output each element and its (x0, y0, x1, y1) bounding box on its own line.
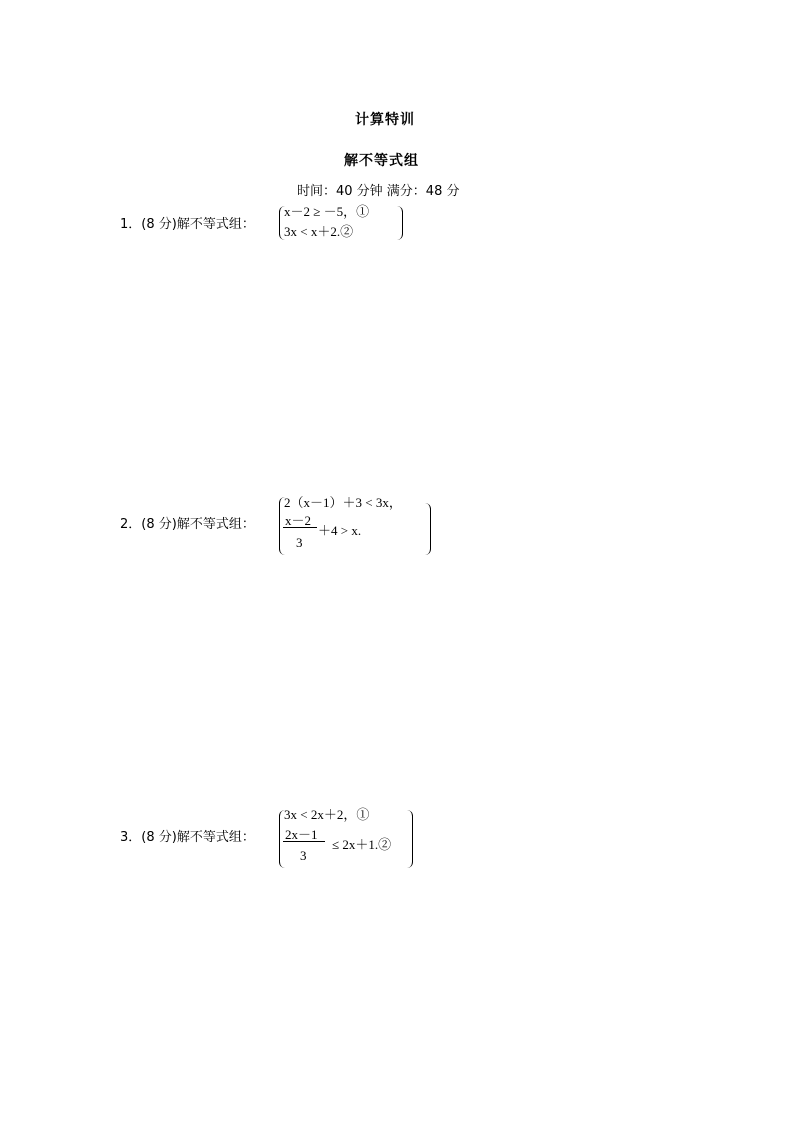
question-2-fraction-numerator: x－2 (285, 513, 312, 528)
question-1-inequality-2: 3x < x＋2.② (284, 224, 354, 239)
page-subtitle: 解不等式组 (344, 153, 419, 169)
question-2-fraction-bar (283, 527, 317, 528)
question-3-fraction-denominator: 3 (300, 848, 307, 863)
question-3-right-paren (406, 810, 413, 868)
question-1-right-paren (396, 206, 403, 240)
question-2-right-paren (424, 503, 431, 555)
time-score-info: 时间：40 分钟 满分：48 分 (297, 184, 460, 199)
question-1-inequality-1: x－2 ≥ －5，① (284, 204, 370, 219)
question-2-inequality-2-rest: ＋4 > x. (318, 523, 362, 538)
question-2-fraction-denominator: 3 (296, 535, 303, 550)
question-3-fraction-bar (283, 841, 325, 842)
question-3-inequality-2-rest: ≤ 2x＋1.② (332, 837, 392, 852)
question-3-fraction-numerator: 2x－1 (285, 827, 318, 842)
question-2-label: 2．(8 分)解不等式组： (120, 517, 255, 532)
question-1-label: 1．(8 分)解不等式组： (120, 217, 255, 232)
question-3-label: 3．(8 分)解不等式组： (120, 830, 255, 845)
question-3-inequality-1: 3x < 2x＋2，① (284, 807, 370, 822)
question-2-inequality-1: 2（x－1）＋3 < 3x， (284, 495, 402, 510)
page-title: 计算特训 (355, 112, 415, 128)
